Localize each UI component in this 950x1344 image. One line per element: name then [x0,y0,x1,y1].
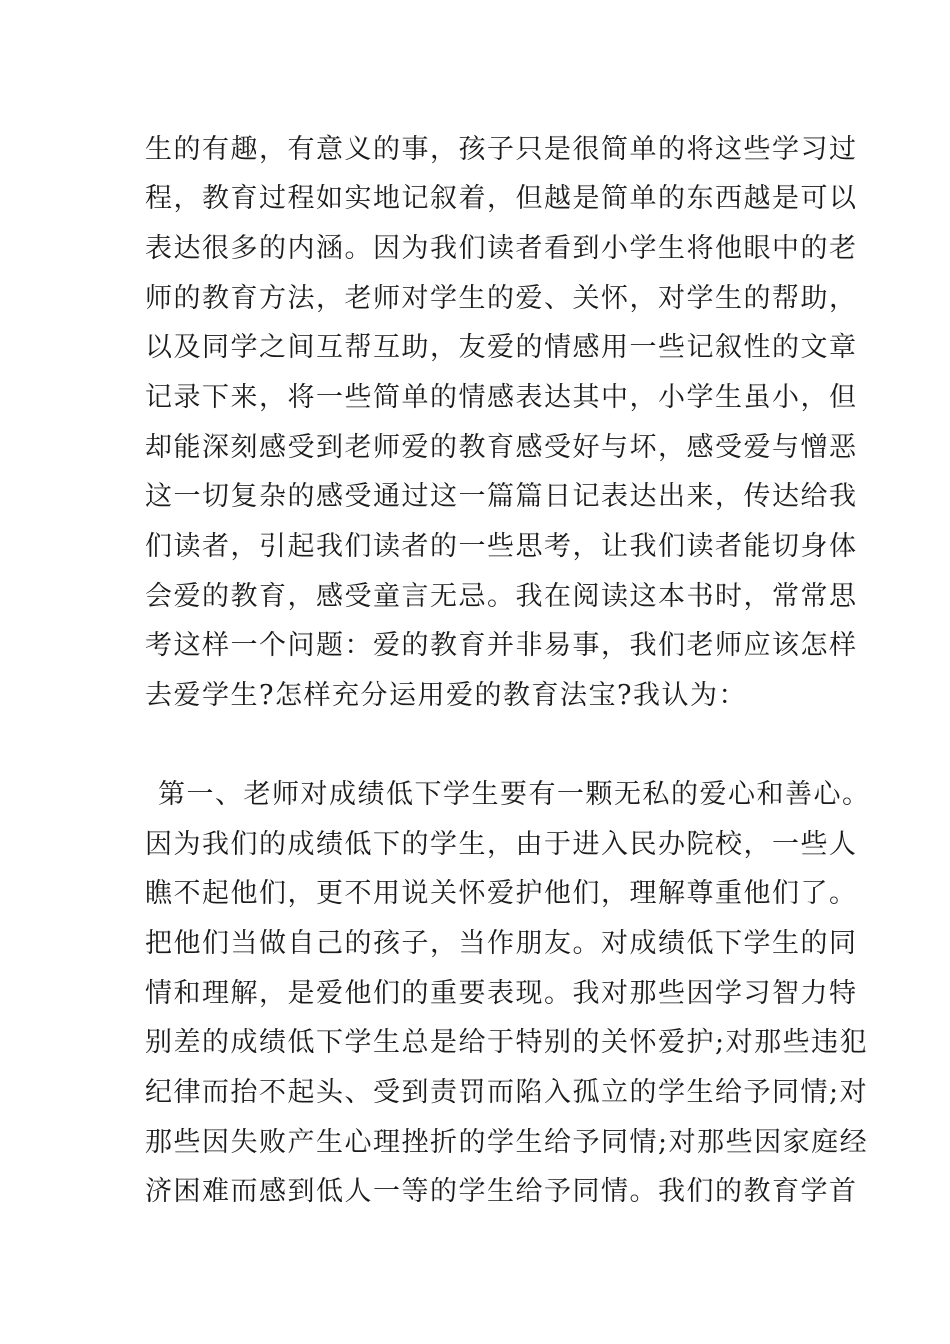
text-line: 却能深刻感受到老师爱的教育感受好与坏，感受爱与憎恶 [145,432,858,463]
text-line: 那些因失败产生心理挫折的学生给予同情;对那些因家庭经 [145,1127,869,1158]
text-line: 生的有趣，有意义的事，孩子只是很简单的将这些学习过 [145,134,858,165]
text-line: 师的教育方法，老师对学生的爱、关怀，对学生的帮助， [145,283,858,314]
text-line: 济困难而感到低人一等的学生给予同情。我们的教育学首 [145,1176,858,1207]
text-line: 情和理解，是爱他们的重要表现。我对那些因学习智力特 [145,978,858,1009]
text-line: 们读者，引起我们读者的一些思考，让我们读者能切身体 [145,531,858,562]
text-line: 表达很多的内涵。因为我们读者看到小学生将他眼中的老 [145,233,858,264]
text-line: 因为我们的成绩低下的学生，由于进入民办院校，一些人 [145,829,858,860]
text-line: 这一切复杂的感受通过这一篇篇日记表达出来，传达给我 [145,481,858,512]
text-line: 去爱学生?怎样充分运用爱的教育法宝?我认为： [145,680,747,711]
text-line: 瞧不起他们，更不用说关怀爱护他们，理解尊重他们了。 [145,878,858,909]
text-line: 考这样一个问题：爱的教育并非易事，我们老师应该怎样 [145,630,858,661]
text-line: 把他们当做自己的孩子，当作朋友。对成绩低下学生的同 [145,928,858,959]
text-line: 别差的成绩低下学生总是给于特别的关怀爱护;对那些违犯 [145,1027,869,1058]
text-line: 纪律而抬不起头、受到责罚而陷入孤立的学生给予同情;对 [145,1077,869,1108]
text-line: 第一、老师对成绩低下学生要有一颗无私的爱心和善心。 [158,779,871,810]
text-line: 以及同学之间互帮互助，友爱的情感用一些记叙性的文章 [145,332,858,363]
text-line: 程，教育过程如实地记叙着，但越是简单的东西越是可以 [145,183,858,214]
text-line: 会爱的教育，感受童言无忌。我在阅读这本书时，常常思 [145,581,858,612]
text-line: 记录下来，将一些简单的情感表达其中，小学生虽小，但 [145,382,858,413]
